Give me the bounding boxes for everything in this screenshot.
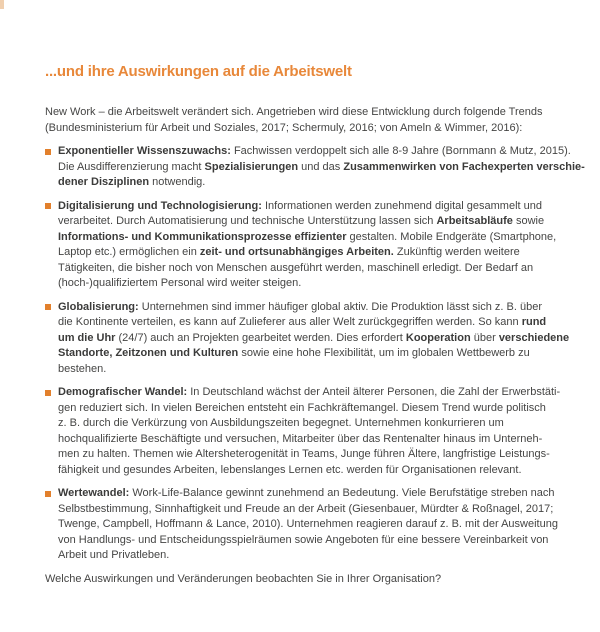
bullet-item-digitalisierung <box>45 199 557 292</box>
bullet-text: Globalisierung: Unternehmen sind immer häufiger global aktiv. Die Produktion lässt sich z. B. über die Kontinente verteilen, es kann auf Zulieferer aus aller Welt zurückgegriffen werden. So kann rund um die Uhr (24/7) auch an Projekten gearbeitet werden. Dies erfordert Kooperation über verschiedene Standorte, Zeitzonen und Kulturen sowie eine hohe Flexibilität, um im globalen Wettbewerb zu bestehen. <box>58 300 570 375</box>
bullet-square-icon <box>45 390 51 396</box>
bullet-text: Wertewandel: Work-Life-Balance gewinnt zunehmend an Bedeutung. Viele Berufstätige streben nach Selbstbestimmung, Sinnhaftigkeit und Freude an der Arbeit (Giesenbauer, Mürdter & Roßnagel, 2017; Twenge, Campbell, Hoffmann & Lance, 2010). Unternehmen reagieren darauf z. B. mit der Ausweitung von Handlungs- und Entscheidungsspielräumen sowie Angeboten für eine bessere Vereinbarkeit von Arbeit und Privatleben. <box>58 487 558 561</box>
bullet-text: Demografischer Wandel: In Deutschland wächst der Anteil älterer Personen, die Zahl der Erwerbstäti- gen reduziert sich. In vielen Bereichen entsteht ein Fachkräftemangel. Diesem Trend wurde politisch z. B. durch die Verkürzung von Ausbildungszeiten begegnet. Unternehmen konkurrieren um hochqualifizierte Beschäftigte und versuchen, Mitarbeiter über das Rentenalter hinaus im Unterneh- men zu halten. Themen wie Altersheterogenität in Teams, Junge führen Ältere, langfristige Leistungs- fähigkeit und gesundes Arbeiten, lebenslanges Lernen etc. werden für Organisationen relevant. <box>58 386 561 476</box>
bullet-text: Exponentieller Wissenszuwachs: Fachwissen verdoppelt sich alle 8-9 Jahre (Bornmann & Mutz, 2015). Die Ausdifferenzierung macht Spezialisierungen und das Zusammenwirken von Fachexperten verschie- dener Disziplinen notwendig. <box>58 145 585 188</box>
bullet-square-icon <box>45 149 51 155</box>
closing-question: Welche Auswirkungen und Veränderungen beobachten Sie in Ihrer Organisation? <box>45 572 442 585</box>
bullet-item-wissenszuwachs <box>45 144 585 191</box>
page-title: ...und ihre Auswirkungen auf die Arbeitswelt <box>45 63 352 80</box>
bullet-item-wertewandel <box>45 486 557 564</box>
bullet-square-icon <box>45 203 51 209</box>
bullet-item-globalisierung <box>45 300 570 378</box>
bullet-square-icon <box>45 491 51 497</box>
bullet-text: Digitalisierung und Technologisierung: Informationen werden zunehmend digital gesammelt und verarbeitet. Durch Automatisierung und technische Unterstützung lassen sich Arbeitsabläufe sowie Informations- und Kommunikationsprozesse effizienter gestalten. Mobile Endgeräte (Smartphone, Laptop etc.) ermöglichen ein zeit- und ortsunabhängiges Arbeiten. Zukünftig werden weitere Tätigkeiten, die bisher noch von Menschen ausgeführt werden, maschinell erledigt. Der Bedarf an (hoch-)qualifiziertem Personal wird weiter steigen. <box>58 199 557 289</box>
intro-paragraph: New Work – die Arbeitswelt verändert sich. Angetrieben wird diese Entwicklung durch folgende Trends (Bundesministerium für Arbeit und Soziales, 2017; Schermuly, 2016; von Ameln & Wimmer, 2016): <box>45 106 543 134</box>
bullet-item-demografischer-wandel <box>45 385 561 478</box>
bullet-square-icon <box>45 304 51 310</box>
